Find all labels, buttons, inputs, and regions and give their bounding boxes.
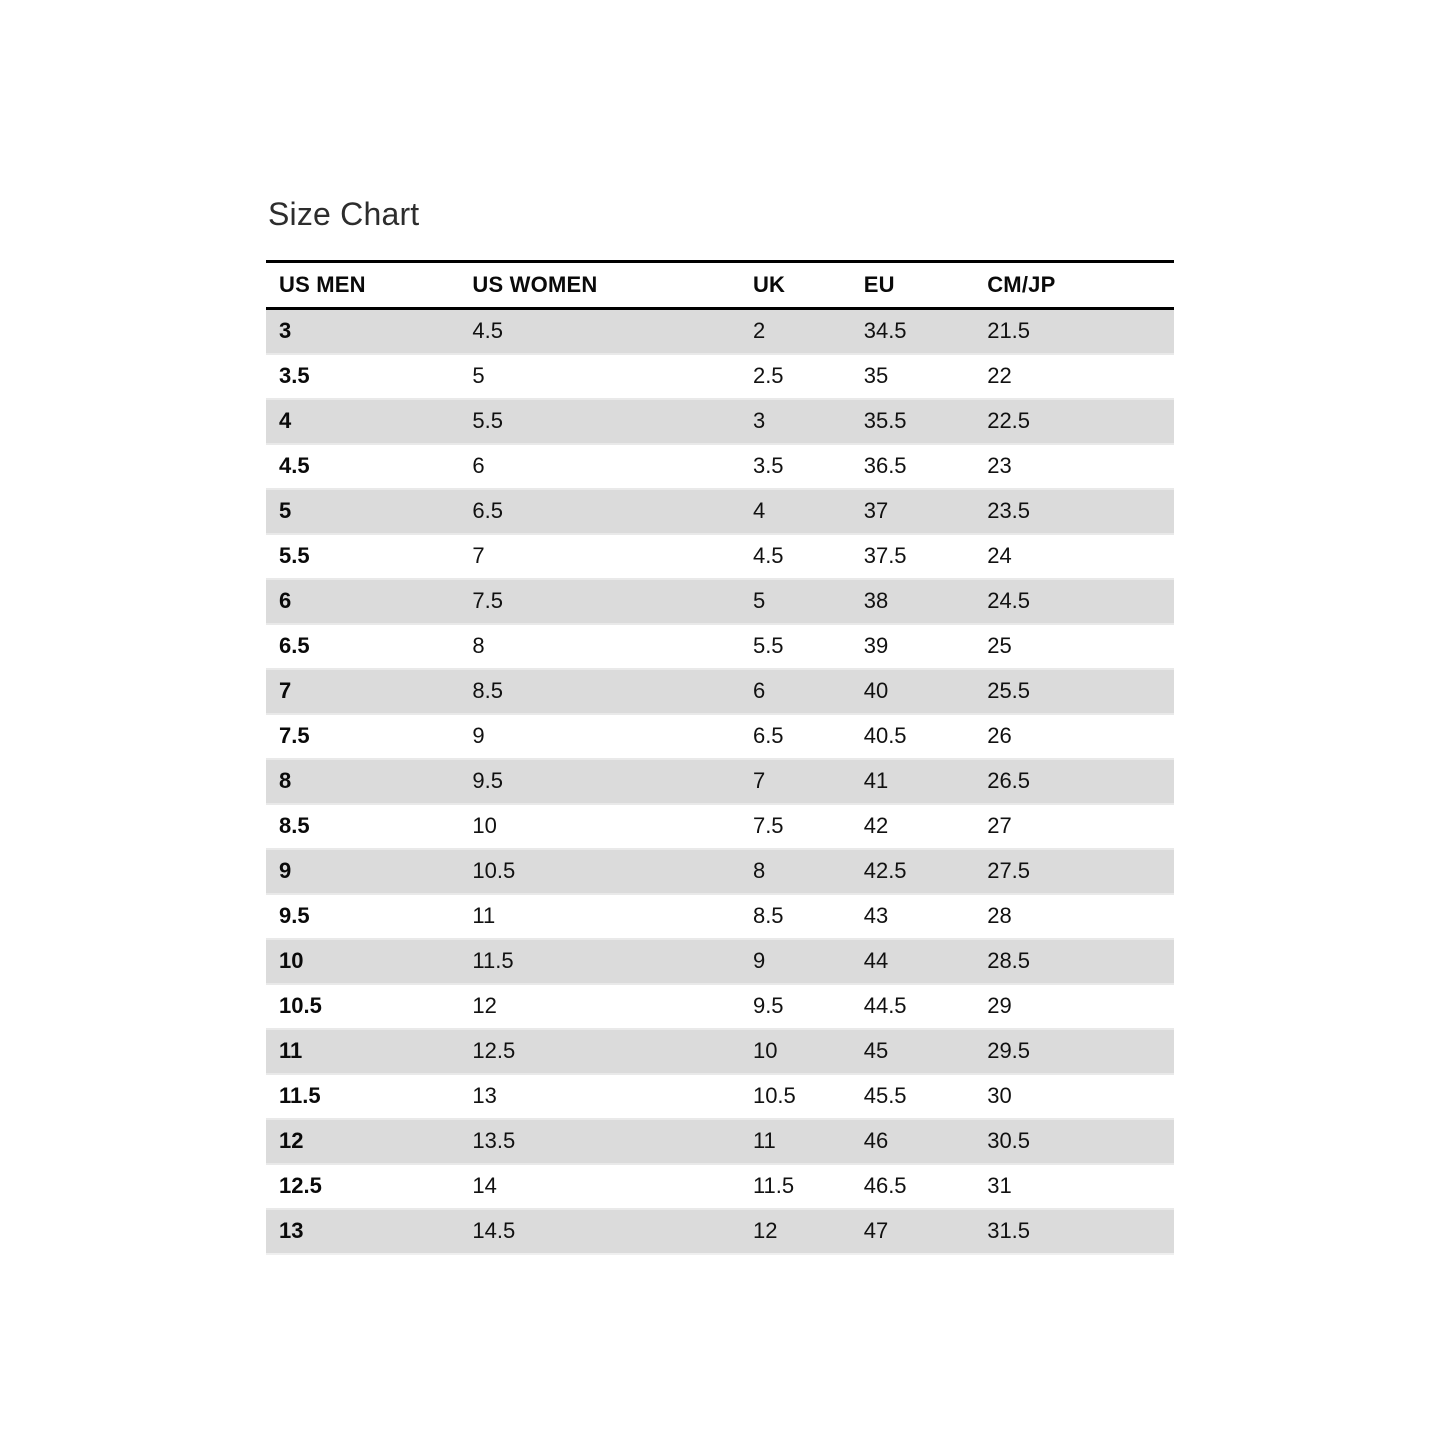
table-cell: 38: [863, 587, 889, 613]
table-cell: 9: [752, 947, 766, 973]
table-cell: 6.5: [279, 632, 310, 658]
table-cell: 11: [279, 1037, 303, 1063]
table-cell: 8: [279, 767, 292, 793]
table-cell: 10.5: [279, 992, 322, 1018]
table-row: [266, 534, 1174, 579]
table-cell: 6: [472, 452, 485, 478]
table-cell: 5.5: [279, 542, 310, 568]
table-cell: 4.5: [279, 452, 310, 478]
table-cell: 35: [863, 362, 889, 388]
table-cell: 36.5: [863, 452, 907, 478]
table-row: [266, 939, 1174, 984]
table-cell: 31.5: [987, 1217, 1031, 1243]
table-cell: 41: [863, 767, 889, 793]
table-row: [266, 894, 1174, 939]
table-cell: 34.5: [863, 317, 907, 343]
table-cell: 13.5: [472, 1127, 516, 1153]
table-cell: 8: [752, 857, 766, 883]
table-cell: 12.5: [472, 1037, 516, 1063]
table-cell: 22.5: [987, 407, 1031, 433]
table-cell: 11: [752, 1127, 776, 1153]
table-cell: 47: [863, 1217, 889, 1243]
table-cell: 28: [987, 902, 1012, 928]
table-cell: 44: [863, 947, 889, 973]
table-cell: 11.5: [472, 947, 514, 973]
header-us-women: US WOMEN: [459, 261, 740, 308]
table-cell: 10: [472, 812, 497, 838]
table-cell: 9.5: [752, 992, 784, 1018]
table-cell: 12.5: [279, 1172, 322, 1198]
table-cell: 8: [472, 632, 485, 658]
table-cell: 5.5: [752, 632, 784, 658]
table-cell: 44.5: [863, 992, 907, 1018]
table-cell: 21.5: [987, 317, 1031, 343]
table-cell: 25.5: [987, 677, 1031, 703]
table-cell: 2.5: [752, 362, 784, 388]
table-cell: 5: [279, 497, 292, 523]
table-cell: 29: [987, 992, 1012, 1018]
table-row: [266, 579, 1174, 624]
table-cell: 23: [987, 452, 1012, 478]
table-cell: 12: [752, 1217, 778, 1243]
size-chart-table: [266, 260, 1174, 1255]
table-cell: 6: [279, 587, 292, 613]
table-cell: 14.5: [472, 1217, 516, 1243]
table-cell: 7.5: [752, 812, 784, 838]
table-row: [266, 444, 1174, 489]
table-row: [266, 624, 1174, 669]
table-row: [266, 1029, 1174, 1074]
table-cell: 42: [863, 812, 889, 838]
table-cell: 4: [752, 497, 766, 523]
table-row: [266, 1119, 1174, 1164]
table-row: [266, 984, 1174, 1029]
table-cell: 3.5: [752, 452, 784, 478]
table-cell: 4.5: [472, 317, 503, 343]
table-cell: 3.5: [279, 362, 310, 388]
table-cell: 10.5: [752, 1082, 796, 1108]
table-row: [266, 1164, 1174, 1209]
table-row: [266, 1074, 1174, 1119]
table-cell: 28.5: [987, 947, 1031, 973]
table-cell: 6.5: [472, 497, 503, 523]
table-cell: 12: [472, 992, 497, 1018]
table-row: [266, 489, 1174, 534]
table-row: [266, 669, 1174, 714]
table-cell: 8.5: [472, 677, 503, 703]
table-cell: 26.5: [987, 767, 1031, 793]
table-cell: 13: [279, 1217, 304, 1243]
table-cell: 29.5: [987, 1037, 1031, 1063]
size-chart-table-body: [266, 308, 1174, 1254]
table-cell: 30: [987, 1082, 1012, 1108]
table-cell: 4: [279, 407, 292, 433]
table-cell: 8.5: [279, 812, 310, 838]
table-cell: 5.5: [472, 407, 503, 433]
table-cell: 14: [472, 1172, 497, 1198]
table-row: [266, 849, 1174, 894]
size-chart-title: Size Chart: [268, 196, 420, 232]
table-cell: 5: [752, 587, 766, 613]
header-eu: EU: [851, 261, 974, 308]
table-cell: 11.5: [752, 1172, 795, 1198]
table-cell: 27.5: [987, 857, 1031, 883]
header-us-men: US MEN: [266, 261, 459, 308]
table-cell: 7: [279, 677, 292, 703]
table-row: [266, 1209, 1174, 1254]
table-cell: 13: [472, 1082, 497, 1108]
table-cell: 23.5: [987, 497, 1031, 523]
table-cell: 11.5: [279, 1082, 321, 1108]
table-cell: 12: [279, 1127, 304, 1153]
table-cell: 25: [987, 632, 1012, 658]
table-cell: 37.5: [863, 542, 907, 568]
table-cell: 7.5: [472, 587, 503, 613]
table-cell: 5: [472, 362, 485, 388]
table-cell: 8.5: [752, 902, 784, 928]
table-cell: 9.5: [472, 767, 503, 793]
table-row: [266, 399, 1174, 444]
table-cell: 9.5: [279, 902, 310, 928]
table-cell: 9: [279, 857, 292, 883]
table-header: [266, 261, 1174, 308]
table-cell: 42.5: [863, 857, 907, 883]
header-uk: UK: [740, 261, 851, 308]
table-cell: 31: [987, 1172, 1012, 1198]
table-cell: 26: [987, 722, 1012, 748]
table-cell: 4.5: [752, 542, 784, 568]
table-cell: 35.5: [863, 407, 907, 433]
table-cell: 24.5: [987, 587, 1031, 613]
table-cell: 46: [863, 1127, 889, 1153]
table-cell: 6: [752, 677, 766, 703]
table-cell: 2: [752, 317, 766, 343]
table-cell: 10: [752, 1037, 778, 1063]
table-row: [266, 714, 1174, 759]
table-cell: 6.5: [752, 722, 784, 748]
table-row: [266, 759, 1174, 804]
table-cell: 3: [279, 317, 292, 343]
table-row: [266, 308, 1174, 354]
table-cell: 45: [863, 1037, 889, 1063]
table-cell: 7: [472, 542, 485, 568]
table-cell: 22: [987, 362, 1012, 388]
size-chart-section: [266, 196, 1174, 1255]
table-cell: 37: [863, 497, 889, 523]
table-cell: 45.5: [863, 1082, 907, 1108]
table-cell: 10: [279, 947, 304, 973]
table-cell: 10.5: [472, 857, 516, 883]
table-cell: 3: [752, 407, 766, 433]
header-row: [266, 261, 1174, 308]
table-cell: 39: [863, 632, 889, 658]
table-cell: 24: [987, 542, 1012, 568]
table-cell: 7.5: [279, 722, 310, 748]
table-cell: 40.5: [863, 722, 907, 748]
table-cell: 43: [863, 902, 889, 928]
table-row: [266, 804, 1174, 849]
table-cell: 40: [863, 677, 889, 703]
table-cell: 7: [752, 767, 766, 793]
table-cell: 11: [472, 902, 496, 928]
table-cell: 46.5: [863, 1172, 907, 1198]
table-cell: 9: [472, 722, 485, 748]
table-row: [266, 354, 1174, 399]
header-cm-jp: CM/JP: [974, 261, 1174, 308]
table-cell: 27: [987, 812, 1012, 838]
table-cell: 30.5: [987, 1127, 1031, 1153]
